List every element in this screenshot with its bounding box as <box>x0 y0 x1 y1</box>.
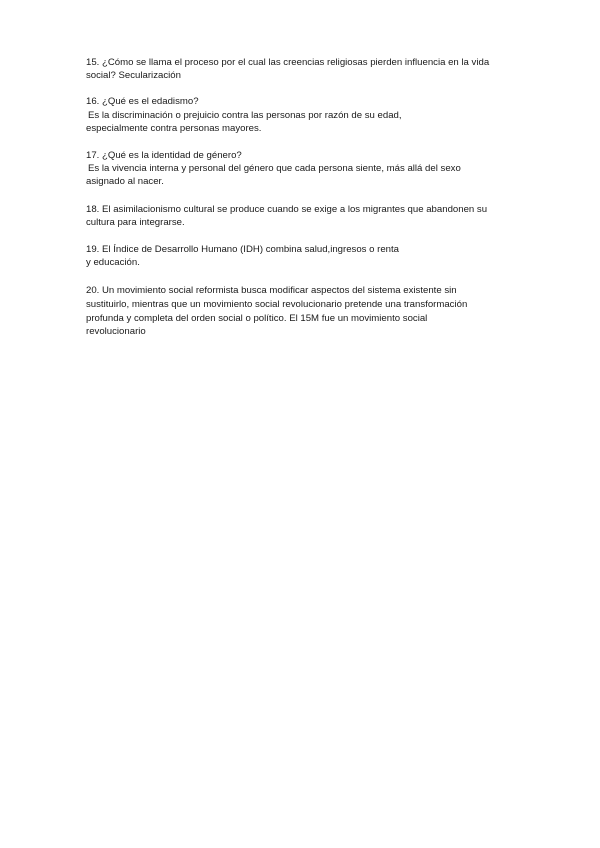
answer-item-16 <box>86 95 526 135</box>
answer-item-17 <box>86 149 526 189</box>
answer-16-question: 16. ¿Qué es el edadismo? <box>86 96 199 108</box>
answer-item-18 <box>86 203 526 229</box>
answer-15-line-2: social? Secularización <box>86 70 181 82</box>
answer-17-question: 17. ¿Qué es la identidad de género? <box>86 150 242 162</box>
answer-item-15 <box>86 56 526 82</box>
answer-19-line-1: 19. El Índice de Desarrollo Humano (IDH) combina salud,ingresos o renta <box>86 244 400 256</box>
answer-20-line-2: sustituirlo, mientras que un movimiento social revolucionario pretende una transformación <box>86 299 468 311</box>
answer-20-line-3: profunda y completa del orden social o político. El 15M fue un movimiento social <box>86 312 428 324</box>
answer-19-line-2: y educación. <box>86 257 140 269</box>
answer-item-20 <box>86 284 526 338</box>
answer-20-line-1: 20. Un movimiento social reformista busca modificar aspectos del sistema existente sin <box>86 285 457 297</box>
answer-18-line-2: cultura para integrarse. <box>86 216 185 228</box>
answer-item-19 <box>86 243 526 269</box>
answer-15-line-1: 15. ¿Cómo se llama el proceso por el cual las creencias religiosas pierden influencia en la vida <box>86 57 490 68</box>
answer-18-line-1: 18. El asimilacionismo cultural se produce cuando se exige a los migrantes que abandonen su <box>86 203 488 215</box>
answer-16-line-2: Es la discriminación o prejuicio contra las personas por razón de su edad, <box>88 109 402 121</box>
document-body <box>86 56 526 353</box>
answer-17-line-2: Es la vivencia interna y personal del género que cada persona siente, más allá del sexo <box>88 163 461 175</box>
answer-16-line-3: especialmente contra personas mayores. <box>86 122 262 134</box>
answer-17-line-3: asignado al nacer. <box>86 176 164 188</box>
answer-20-line-4: revolucionario <box>86 326 146 338</box>
